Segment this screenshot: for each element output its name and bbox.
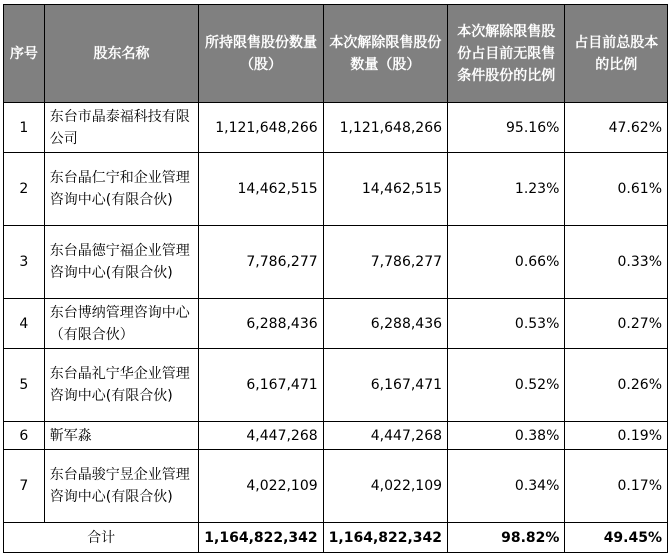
cell-pct-unrestricted: 95.16% <box>448 103 565 153</box>
cell-pct-total: 0.17% <box>565 450 668 523</box>
cell-pct-total: 0.61% <box>565 153 668 226</box>
cell-index: 6 <box>4 422 45 450</box>
cell-pct-unrestricted: 0.34% <box>448 450 565 523</box>
total-row <box>4 523 668 553</box>
shareholder-table <box>3 4 668 553</box>
cell-index: 2 <box>4 153 45 226</box>
header-held-restricted: 所持限售股份数量（股） <box>199 5 323 103</box>
header-pct-unrestricted: 本次解除限售股份占目前无限售条件股份的比例 <box>448 5 565 103</box>
table-row <box>4 226 668 299</box>
table-row <box>4 103 668 153</box>
cell-held-restricted: 4,447,268 <box>199 422 323 450</box>
cell-released: 7,786,277 <box>323 226 447 299</box>
cell-held-restricted: 7,786,277 <box>199 226 323 299</box>
table-row <box>4 349 668 422</box>
cell-holder: 东台市晶泰福科技有限公司 <box>44 103 199 153</box>
cell-pct-total: 0.33% <box>565 226 668 299</box>
cell-pct-unrestricted: 0.66% <box>448 226 565 299</box>
cell-held-restricted: 14,462,515 <box>199 153 323 226</box>
total-pct-total: 49.45% <box>565 523 668 553</box>
cell-pct-unrestricted: 0.53% <box>448 299 565 349</box>
cell-pct-total: 0.19% <box>565 422 668 450</box>
total-released: 1,164,822,342 <box>323 523 447 553</box>
cell-held-restricted: 6,288,436 <box>199 299 323 349</box>
header-row <box>4 5 668 103</box>
cell-holder: 东台晶礼宁华企业管理咨询中心(有限合伙) <box>44 349 199 422</box>
cell-released: 6,288,436 <box>323 299 447 349</box>
cell-pct-total: 47.62% <box>565 103 668 153</box>
cell-released: 4,022,109 <box>323 450 447 523</box>
cell-index: 1 <box>4 103 45 153</box>
cell-released: 1,121,648,266 <box>323 103 447 153</box>
cell-index: 7 <box>4 450 45 523</box>
cell-index: 4 <box>4 299 45 349</box>
cell-pct-total: 0.26% <box>565 349 668 422</box>
table-row <box>4 422 668 450</box>
table-row <box>4 299 668 349</box>
cell-holder: 靳军淼 <box>44 422 199 450</box>
cell-pct-total: 0.27% <box>565 299 668 349</box>
cell-held-restricted: 1,121,648,266 <box>199 103 323 153</box>
cell-held-restricted: 6,167,471 <box>199 349 323 422</box>
table-row <box>4 450 668 523</box>
header-holder: 股东名称 <box>44 5 199 103</box>
cell-released: 6,167,471 <box>323 349 447 422</box>
header-pct-total: 占目前总股本的比例 <box>565 5 668 103</box>
cell-pct-unrestricted: 1.23% <box>448 153 565 226</box>
cell-holder: 东台晶德宁福企业管理咨询中心(有限合伙) <box>44 226 199 299</box>
cell-holder: 东台晶仁宁和企业管理咨询中心(有限合伙) <box>44 153 199 226</box>
header-released: 本次解除限售股份数量（股） <box>323 5 447 103</box>
cell-released: 4,447,268 <box>323 422 447 450</box>
cell-holder: 东台晶骏宁昱企业管理咨询中心(有限合伙) <box>44 450 199 523</box>
cell-held-restricted: 4,022,109 <box>199 450 323 523</box>
cell-pct-unrestricted: 0.38% <box>448 422 565 450</box>
cell-released: 14,462,515 <box>323 153 447 226</box>
cell-index: 5 <box>4 349 45 422</box>
total-held-restricted: 1,164,822,342 <box>199 523 323 553</box>
cell-index: 3 <box>4 226 45 299</box>
total-pct-unrestricted: 98.82% <box>448 523 565 553</box>
cell-holder: 东台博纳管理咨询中心（有限合伙） <box>44 299 199 349</box>
cell-pct-unrestricted: 0.52% <box>448 349 565 422</box>
table-row <box>4 153 668 226</box>
header-index: 序号 <box>4 5 45 103</box>
total-label: 合计 <box>4 523 199 553</box>
